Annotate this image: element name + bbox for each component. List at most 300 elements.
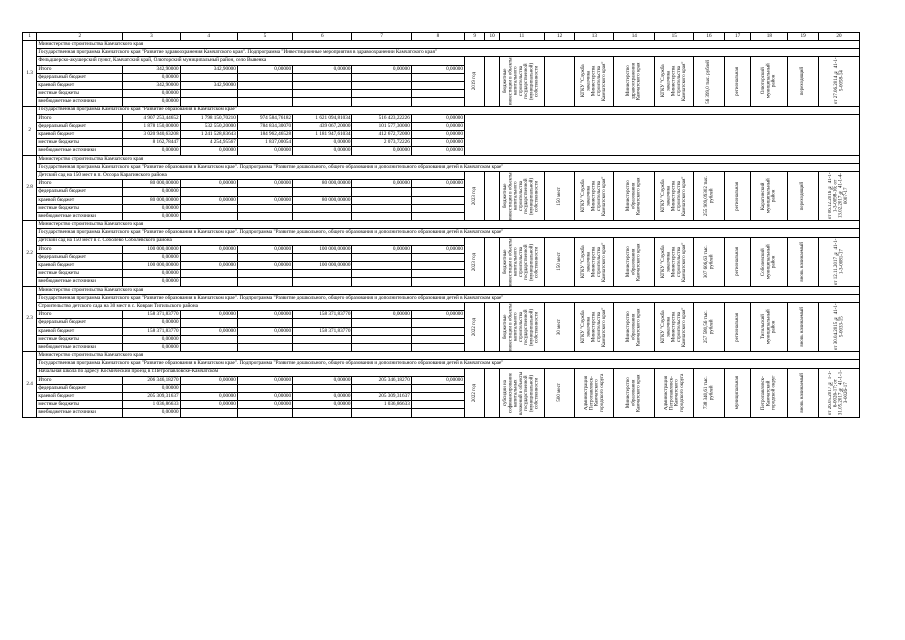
value-cell: 80 000,00000 xyxy=(293,180,352,188)
block-header-row xyxy=(23,163,860,171)
empty-cell xyxy=(485,303,499,352)
value-cell xyxy=(411,409,464,417)
vertical-text: 2023 год xyxy=(472,252,478,271)
block-number: 1.3 xyxy=(23,41,37,107)
value-cell xyxy=(411,212,464,220)
attr-c13 xyxy=(575,237,614,286)
value-cell: 101 577,30000 xyxy=(352,122,411,130)
value-cell xyxy=(352,327,411,335)
value-cell: 0,00000 xyxy=(237,65,292,73)
row-label: краевой бюджет xyxy=(37,131,123,139)
value-cell xyxy=(180,212,237,220)
vertical-text: 56 399,0 тыс. рублей xyxy=(706,59,712,104)
value-cell: 784 834,30070 xyxy=(237,122,292,130)
vertical-text: Карагинский муниципальный район xyxy=(761,178,777,214)
attr-c20 xyxy=(818,368,859,417)
vertical-text: КГКУ "Служба заказчика Министерства строительства Камчатского края" xyxy=(581,176,608,216)
value-cell: 0,00000 xyxy=(123,278,180,286)
value-cell xyxy=(411,384,464,392)
value-cell xyxy=(293,253,352,261)
attr-c17 xyxy=(724,57,751,106)
value-cell: 0,00000 xyxy=(293,401,352,409)
value-cell xyxy=(411,327,464,335)
value-cell xyxy=(411,262,464,270)
vertical-text: 255 909,09302 тыс. рублей xyxy=(703,175,714,217)
empty-cell xyxy=(485,237,499,286)
year-cell xyxy=(464,57,484,106)
data-row xyxy=(23,114,860,122)
value-cell xyxy=(180,409,237,417)
attr-c15 xyxy=(655,172,694,221)
value-cell xyxy=(293,90,352,98)
value-cell xyxy=(293,278,352,286)
attr-c13 xyxy=(575,303,614,352)
column-number: 6 xyxy=(293,33,352,41)
row-label: внебюджетные источники xyxy=(37,343,123,351)
column-number: 12 xyxy=(544,33,575,41)
value-cell: 0,00000 xyxy=(293,139,352,147)
column-numbers-row xyxy=(23,33,860,41)
value-cell: 0,00000 xyxy=(123,90,180,98)
attr-c19 xyxy=(788,368,819,417)
vertical-text: КГКУ "Служба заказчика Министерства строительства Камчатского края" xyxy=(581,61,608,102)
value-cell: 206 346,18270 xyxy=(123,376,180,384)
block-heading: Государственная программа Камчатского края "Развитие образования в Камчатском крае". Подпрограмма "Развитие дошкольного, общего образования и дополнительного образования детей в Камчатском крае" xyxy=(37,163,860,171)
value-cell xyxy=(352,253,411,261)
value-cell xyxy=(352,98,411,106)
value-cell xyxy=(352,278,411,286)
attr-c20 xyxy=(818,172,859,221)
value-cell: 0,00000 xyxy=(411,122,464,130)
column-number: 9 xyxy=(464,33,484,41)
value-cell: 342,90000 xyxy=(123,65,180,73)
value-cell xyxy=(352,212,411,220)
attr-c12 xyxy=(544,303,575,352)
value-cell: 0,00000 xyxy=(123,98,180,106)
value-cell xyxy=(411,335,464,343)
value-cell: 0,00000 xyxy=(411,139,464,147)
row-label: федеральный бюджет xyxy=(37,188,123,196)
document-sheet xyxy=(22,32,860,418)
value-cell xyxy=(411,90,464,98)
vertical-text: КГКУ "Служба заказчика Министерства строительства Камчатского края" xyxy=(581,241,608,282)
value-cell xyxy=(293,343,352,351)
value-cell: 0,00000 xyxy=(237,147,292,155)
value-cell: 2 073,72226 xyxy=(352,139,411,147)
attr-c19 xyxy=(788,237,819,286)
value-cell xyxy=(352,73,411,81)
vertical-text: Олюторский муниципальный район xyxy=(761,64,777,99)
value-cell xyxy=(352,81,411,89)
year-cell xyxy=(464,172,484,221)
object-name: Детский сад на 150 мест в п. Оссора Карагинского района xyxy=(37,172,465,180)
attr-c18 xyxy=(751,303,788,352)
value-cell: 412 672,72000 xyxy=(352,131,411,139)
row-label: внебюджетные источники xyxy=(37,409,123,417)
attr-c17 xyxy=(724,368,751,417)
value-cell xyxy=(180,188,237,196)
attr-c16 xyxy=(694,368,725,417)
value-cell xyxy=(411,343,464,351)
value-cell: 80 000,00000 xyxy=(293,196,352,204)
value-cell xyxy=(293,204,352,212)
value-cell: 0,00000 xyxy=(411,65,464,73)
vertical-text: бюджетные инвестиции в объекты капитального строительства государственной (муниципальной) собственности xyxy=(503,303,540,351)
row-label: местные бюджеты xyxy=(37,90,123,98)
attr-c17 xyxy=(724,172,751,221)
attr-c15 xyxy=(655,303,694,352)
block-heading: Государственная программа Камчатского края "Развитие здравоохранения Камчатского края". Подпрограмма "Инвестиционные мероприятия в здравоохранении Камчатского края" xyxy=(37,49,860,57)
vertical-text: 307 606,63 тыс. рублей xyxy=(703,245,714,278)
value-cell: 1 798 150,70210 xyxy=(180,114,237,122)
section-heading: Государственная программа Камчатского края "Развитие образования в Камчатском крае" xyxy=(37,106,860,114)
vertical-text: 2022 год xyxy=(472,318,478,337)
value-cell xyxy=(237,253,292,261)
value-cell: 0,00000 xyxy=(123,270,180,278)
value-cell: 205 346,18270 xyxy=(352,376,411,384)
row-label: федеральный бюджет xyxy=(37,73,123,81)
vertical-text: Администрация Петропавловск-Камчатского городского округа xyxy=(583,373,605,412)
row-label: внебюджетные источники xyxy=(37,212,123,220)
attr-c14 xyxy=(614,368,655,417)
value-cell xyxy=(411,278,464,286)
row-label: федеральный бюджет xyxy=(37,253,123,261)
block-header-row xyxy=(23,352,860,360)
block-header-row xyxy=(23,155,860,163)
row-label: краевой бюджет xyxy=(37,196,123,204)
block-heading: Министерство строительства Камчатского края xyxy=(37,41,860,49)
row-label: внебюджетные источники xyxy=(37,278,123,286)
attr-c18 xyxy=(751,172,788,221)
column-number: 2 xyxy=(37,33,123,41)
value-cell xyxy=(352,188,411,196)
attr-c11 xyxy=(499,303,544,352)
value-cell xyxy=(352,204,411,212)
attr-c11 xyxy=(499,237,544,286)
value-cell xyxy=(352,319,411,327)
value-cell xyxy=(237,90,292,98)
vertical-text: КГКУ "Служба заказчика Министерства строительства Камчатского края" xyxy=(661,176,688,216)
block-header-row xyxy=(23,286,860,294)
value-cell: 100 000,00000 xyxy=(293,245,352,253)
attr-c13 xyxy=(575,368,614,417)
value-cell: 0,00000 xyxy=(352,65,411,73)
value-cell xyxy=(237,319,292,327)
value-cell: 342,90000 xyxy=(180,65,237,73)
value-cell: 0,00000 xyxy=(123,409,180,417)
value-cell xyxy=(411,188,464,196)
attr-c12 xyxy=(544,368,575,417)
value-cell: 0,00000 xyxy=(352,180,411,188)
vertical-text: 30 мест xyxy=(556,318,562,336)
block-number: 2.8 xyxy=(23,155,37,221)
column-number: 20 xyxy=(818,33,859,41)
column-number: 5 xyxy=(237,33,292,41)
vertical-text: 2019 год xyxy=(472,72,478,91)
row-label: Итого xyxy=(37,180,123,188)
attr-c12 xyxy=(544,172,575,221)
vertical-text: КГКУ "Служба заказчика Министерства строительства Камчатского края" xyxy=(661,61,688,102)
block-header-row xyxy=(23,237,860,245)
value-cell: 0,00000 xyxy=(411,376,464,384)
vertical-text: от 26.05.2017 № 1-1-6-0026-17; от 31.05.2017 № 41-1-1-3-0026-17 xyxy=(828,370,850,416)
attr-c18 xyxy=(751,237,788,286)
value-cell: 0,00000 xyxy=(237,393,292,401)
value-cell: 0,00000 xyxy=(123,319,180,327)
row-label: местные бюджеты xyxy=(37,139,123,147)
value-cell: 974 584,76182 xyxy=(237,114,292,122)
block-heading: Министерство строительства Камчатского края xyxy=(37,221,860,229)
year-cell xyxy=(464,303,484,352)
vertical-text: Министерство образования Камчатского края xyxy=(626,177,642,215)
value-cell: 1 241 528,83643 xyxy=(180,131,237,139)
value-cell: 0,00000 xyxy=(180,262,237,270)
column-number: 17 xyxy=(724,33,751,41)
object-name: Начальная школа по адресу Космический проезд в г.Петропавловске-Камчатском xyxy=(37,368,465,376)
value-cell xyxy=(180,343,237,351)
attr-c15 xyxy=(655,368,694,417)
value-cell: 0,00000 xyxy=(293,65,352,73)
attr-c16 xyxy=(694,57,725,106)
value-cell: 0,00000 xyxy=(180,327,237,335)
value-cell: 0,00000 xyxy=(123,335,180,343)
value-cell xyxy=(411,270,464,278)
value-cell xyxy=(411,204,464,212)
vertical-text: вновь начинаемый xyxy=(800,372,806,413)
value-cell: 158 371,83770 xyxy=(293,327,352,335)
value-cell xyxy=(293,73,352,81)
value-cell xyxy=(237,278,292,286)
column-number: 7 xyxy=(352,33,411,41)
value-cell xyxy=(237,409,292,417)
row-label: местные бюджеты xyxy=(37,204,123,212)
row-label: Итого xyxy=(37,376,123,384)
block-number: 2.2 xyxy=(23,221,37,287)
investment-table xyxy=(22,32,860,418)
value-cell: 1 621 094,81034 xyxy=(293,114,352,122)
value-cell: 0,00000 xyxy=(180,180,237,188)
vertical-text: переходящий xyxy=(800,67,806,96)
value-cell: 205 309,31637 xyxy=(352,393,411,401)
vertical-text: от 30.04.2015 № 41-1-5-0033-15 xyxy=(833,303,844,351)
value-cell xyxy=(352,335,411,343)
block-header-row xyxy=(23,303,860,311)
vertical-text: КГКУ "Служба заказчика Министерства строительства Камчатского края" xyxy=(661,241,688,282)
vertical-text: вновь начинаемый xyxy=(800,241,806,282)
value-cell: 0,00000 xyxy=(123,204,180,212)
value-cell xyxy=(293,98,352,106)
column-number: 10 xyxy=(485,33,499,41)
attr-c20 xyxy=(818,57,859,106)
block-heading: Государственная программа Камчатского края "Развитие образования в Камчатском крае". Подпрограмма "Развитие дошкольного, общего образования и дополнительного образования детей в Камчатском крае" xyxy=(37,294,860,302)
attr-c16 xyxy=(694,237,725,286)
column-number: 19 xyxy=(788,33,819,41)
row-label: местные бюджеты xyxy=(37,335,123,343)
block-header-row xyxy=(23,294,860,302)
value-cell: 0,00000 xyxy=(237,196,292,204)
block-heading: Министерство строительства Камчатского края xyxy=(37,155,860,163)
attr-c18 xyxy=(751,368,788,417)
value-cell xyxy=(411,253,464,261)
value-cell xyxy=(293,319,352,327)
value-cell: 158 371,83770 xyxy=(123,327,180,335)
vertical-text: переходящий xyxy=(800,181,806,211)
attr-c14 xyxy=(614,172,655,221)
column-number: 16 xyxy=(694,33,725,41)
block-header-row xyxy=(23,221,860,229)
value-cell: 0,00000 xyxy=(237,311,292,319)
value-cell: 0,00000 xyxy=(411,114,464,122)
attr-c19 xyxy=(788,172,819,221)
attr-c13 xyxy=(575,57,614,106)
value-cell: 0,00000 xyxy=(180,196,237,204)
value-cell xyxy=(293,212,352,220)
year-cell xyxy=(464,368,484,417)
column-number: 18 xyxy=(751,33,788,41)
value-cell: 0,00000 xyxy=(180,147,237,155)
attr-c15 xyxy=(655,57,694,106)
attr-c11 xyxy=(499,368,544,417)
value-cell xyxy=(237,384,292,392)
value-cell: 0,00000 xyxy=(411,311,464,319)
attr-c20 xyxy=(818,237,859,286)
vertical-text: бюджетные инвестиции в объекты капитального строительства государственной (муниципальной) собственности xyxy=(503,237,540,286)
row-label: Итого xyxy=(37,114,123,122)
vertical-text: региональная xyxy=(734,312,740,342)
value-cell xyxy=(180,98,237,106)
block-header-row xyxy=(23,49,860,57)
value-cell: 0,00000 xyxy=(123,147,180,155)
vertical-text: 738 340,61 тыс. рублей xyxy=(703,376,714,409)
value-cell xyxy=(411,81,464,89)
object-name: Детский сад на 150 мест в с. Соболево Соболевского района xyxy=(37,237,465,245)
attr-c12 xyxy=(544,237,575,286)
vertical-text: региональная xyxy=(734,181,740,211)
value-cell xyxy=(237,212,292,220)
value-cell: 0,00000 xyxy=(180,376,237,384)
row-label: местные бюджеты xyxy=(37,401,123,409)
attr-c15 xyxy=(655,237,694,286)
column-number: 11 xyxy=(499,33,544,41)
block-header-row xyxy=(23,360,860,368)
value-cell xyxy=(237,98,292,106)
value-cell xyxy=(411,401,464,409)
row-label: Итого xyxy=(37,311,123,319)
value-cell xyxy=(293,335,352,343)
vertical-text: от 12.11.2017 № 41-1-1-3-0081-17 xyxy=(833,238,844,285)
value-cell xyxy=(237,73,292,81)
vertical-text: от 27.06.2014 № 41-1-5-0058-14 xyxy=(833,58,844,105)
vertical-text: Министерство здравоохранения Камчатского края xyxy=(626,62,642,101)
vertical-text: Соболевский муниципальный район xyxy=(761,244,777,279)
vertical-text: субсидии на софинансирование капитальных вложений в объекты государственной (муниципальной) собственности xyxy=(503,370,540,415)
value-cell xyxy=(180,73,237,81)
vertical-text: бюджетные инвестиции в объекты капитального строительства государственной (муниципальной) собственности xyxy=(503,57,540,106)
row-label: внебюджетные источники xyxy=(37,98,123,106)
value-cell: 158 371,83770 xyxy=(293,311,352,319)
block-heading: Министерство строительства Камчатского края xyxy=(37,286,860,294)
vertical-text: Тигильский муниципальный район xyxy=(761,309,777,345)
value-cell: 0,00000 xyxy=(123,73,180,81)
column-number: 15 xyxy=(655,33,694,41)
value-cell: 80 000,00000 xyxy=(123,180,180,188)
attr-c12 xyxy=(544,57,575,106)
row-label: федеральный бюджет xyxy=(37,122,123,130)
empty-cell xyxy=(485,368,499,417)
value-cell xyxy=(352,90,411,98)
block-header-row xyxy=(23,57,860,65)
attr-c11 xyxy=(499,57,544,106)
value-cell xyxy=(293,81,352,89)
value-cell: 0,00000 xyxy=(123,343,180,351)
value-cell xyxy=(411,73,464,81)
value-cell xyxy=(237,81,292,89)
value-cell: 0,00000 xyxy=(123,253,180,261)
column-number: 3 xyxy=(123,33,180,41)
attr-c14 xyxy=(614,303,655,352)
row-label: краевой бюджет xyxy=(37,327,123,335)
value-cell: 100 000,00000 xyxy=(293,262,352,270)
value-cell: 0,00000 xyxy=(237,327,292,335)
attr-c19 xyxy=(788,303,819,352)
value-cell xyxy=(180,278,237,286)
value-cell xyxy=(293,384,352,392)
value-cell: 0,00000 xyxy=(123,188,180,196)
row-label: внебюджетные источники xyxy=(37,147,123,155)
vertical-text: 150 мест xyxy=(556,186,562,206)
block-header-row xyxy=(23,368,860,376)
vertical-text: бюджетные инвестиции в объекты капитального строительства государственной (муниципальной) собственности xyxy=(503,172,540,220)
value-cell: 342,90000 xyxy=(123,81,180,89)
attr-c14 xyxy=(614,57,655,106)
value-cell: 532 550,20000 xyxy=(180,122,237,130)
vertical-text: КГКУ "Служба заказчика Министерства строительства Камчатского края" xyxy=(581,307,608,347)
value-cell xyxy=(237,270,292,278)
value-cell: 0,00000 xyxy=(352,311,411,319)
empty-cell xyxy=(485,57,499,106)
value-cell xyxy=(180,270,237,278)
value-cell: 0,00000 xyxy=(411,131,464,139)
value-cell: 0,00000 xyxy=(180,245,237,253)
row-label: Итого xyxy=(37,65,123,73)
vertical-text: 2022 год xyxy=(472,383,478,402)
vertical-text: Министерство образования Камчатского края xyxy=(626,308,642,346)
column-number: 4 xyxy=(180,33,237,41)
value-cell: 0,00000 xyxy=(411,245,464,253)
row-label: Итого xyxy=(37,245,123,253)
row-label: краевой бюджет xyxy=(37,262,123,270)
value-cell: 184 962,46528 xyxy=(237,131,292,139)
attr-c17 xyxy=(724,237,751,286)
vertical-text: вновь начинаемый xyxy=(800,307,806,347)
object-name: Строительство детского сада на 30 мест в с. Ковран Тигильского района xyxy=(37,303,465,311)
block-header-row xyxy=(23,229,860,237)
object-name: Фельдшерско-акушерский пункт, Камчатский край, Олюторский муниципальный район, село Вывенка xyxy=(37,57,465,65)
row-label: федеральный бюджет xyxy=(37,319,123,327)
value-cell xyxy=(352,384,411,392)
vertical-text: 257 580,56 тыс. рублей xyxy=(703,310,714,344)
value-cell xyxy=(411,319,464,327)
attr-c16 xyxy=(694,172,725,221)
column-number: 8 xyxy=(411,33,464,41)
section-number: 2 xyxy=(23,106,37,155)
value-cell: 4 907 253,44652 xyxy=(123,114,180,122)
vertical-text: Администрация Петропавловск-Камчатского городского округа xyxy=(663,373,685,412)
value-cell: 0,00000 xyxy=(237,245,292,253)
empty-cell xyxy=(485,172,499,221)
vertical-text: Петропавловск-Камчатский городской округ xyxy=(761,375,777,410)
value-cell: 0,00000 xyxy=(293,393,352,401)
